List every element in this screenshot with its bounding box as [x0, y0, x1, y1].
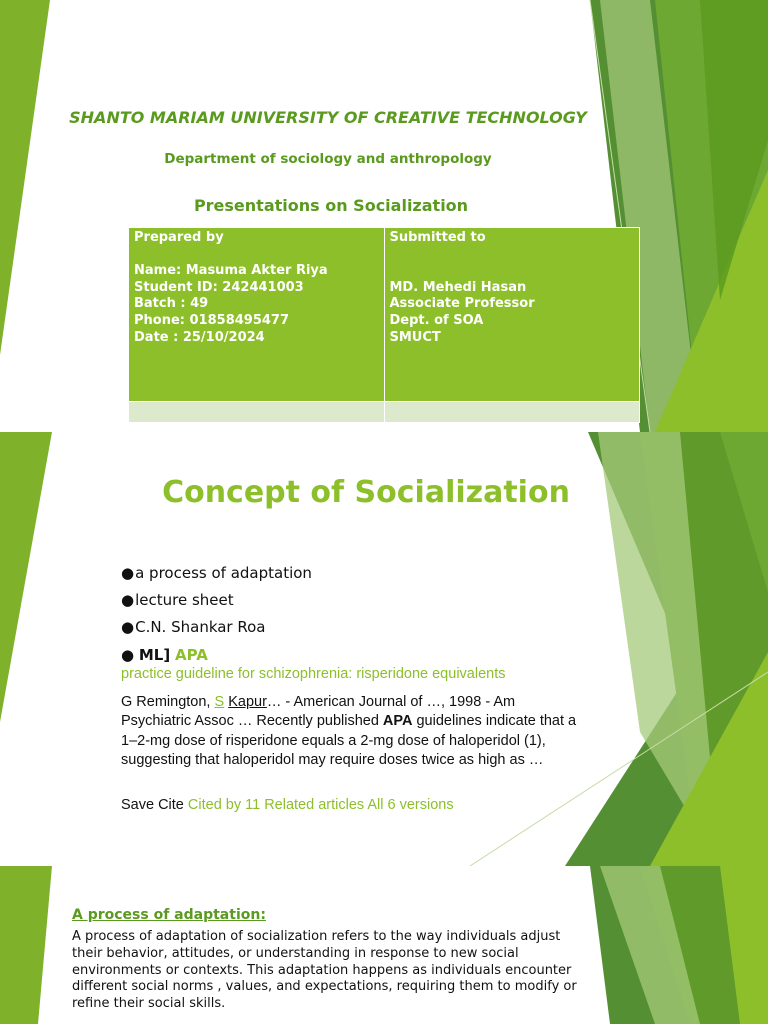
university-name: SHANTO MARIAM UNIVERSITY OF CREATIVE TECHNOLOGY [69, 108, 587, 127]
prepared-by-header: Prepared by [134, 230, 224, 245]
bullet-item: ●a process of adaptation [121, 564, 312, 582]
bullet-item: ●lecture sheet [121, 591, 234, 609]
left-accent-bar [0, 866, 52, 1024]
date: Date : 25/10/2024 [134, 329, 265, 345]
batch: Batch : 49 [134, 296, 209, 312]
submitted-to-header: Submitted to [389, 230, 486, 245]
table-empty-cell [129, 401, 385, 422]
left-accent-triangle [0, 0, 50, 355]
slide-title [0, 0, 768, 432]
student-id: Student ID: 242441003 [134, 279, 304, 295]
section-body: A process of adaptation of socialization refers to the way individuals adjust their behavior, attitudes, or understanding in response to new social environments or contexts. This adaptation happens as individuals encounter different social norms , values, and expectations, requiring them to modify or refine their social skills. [72, 929, 577, 1012]
department-name: Department of sociology and anthropology [164, 151, 492, 167]
presentation-title: Presentations on Socialization [193, 196, 469, 215]
phone: Phone: 01858495477 [134, 312, 290, 328]
info-table [128, 227, 640, 423]
student-name: Name: Masuma Akter Riya [134, 263, 328, 279]
submitted-to-cell [384, 228, 640, 402]
author-link[interactable]: Kapur [228, 694, 267, 710]
apa-link[interactable]: APA [174, 646, 208, 664]
slide-heading: Concept of Socialization [162, 475, 570, 510]
supervisor-name: MD. Mehedi Hasan [389, 279, 527, 295]
supervisor-title: Associate Professor [389, 296, 535, 312]
save-cite-label[interactable]: Save Cite [121, 797, 188, 813]
slide-adaptation [0, 866, 768, 1024]
supervisor-dept: Dept. of SOA [389, 312, 484, 328]
slide-concept [0, 432, 768, 866]
institution: SMUCT [389, 329, 441, 345]
bullet-item: ●C.N. Shankar Roa [121, 618, 266, 636]
citation-snippet: G Remington, S Kapur… - American Journal of …, 1998 - Am Psychiatric Assoc … Recently published APA guidelines indicate that a 1–2-mg dose of risperidone equals a 2-mg dose of haloperidol (1), suggesting that haloperidol may require doses twice as high as … [121, 694, 577, 769]
cited-by-links[interactable]: Cited by 11 Related articles All 6 versions [187, 797, 454, 813]
table-empty-cell [384, 401, 640, 422]
apa-bullet: ● ML] APA [121, 646, 208, 664]
prepared-by-cell [129, 228, 385, 402]
guideline-link[interactable]: practice guideline for schizophrenia: risperidone equivalents [121, 666, 506, 682]
author-link[interactable]: S [214, 694, 225, 710]
section-heading: A process of adaptation: [72, 907, 266, 923]
save-cite-row [121, 797, 454, 813]
